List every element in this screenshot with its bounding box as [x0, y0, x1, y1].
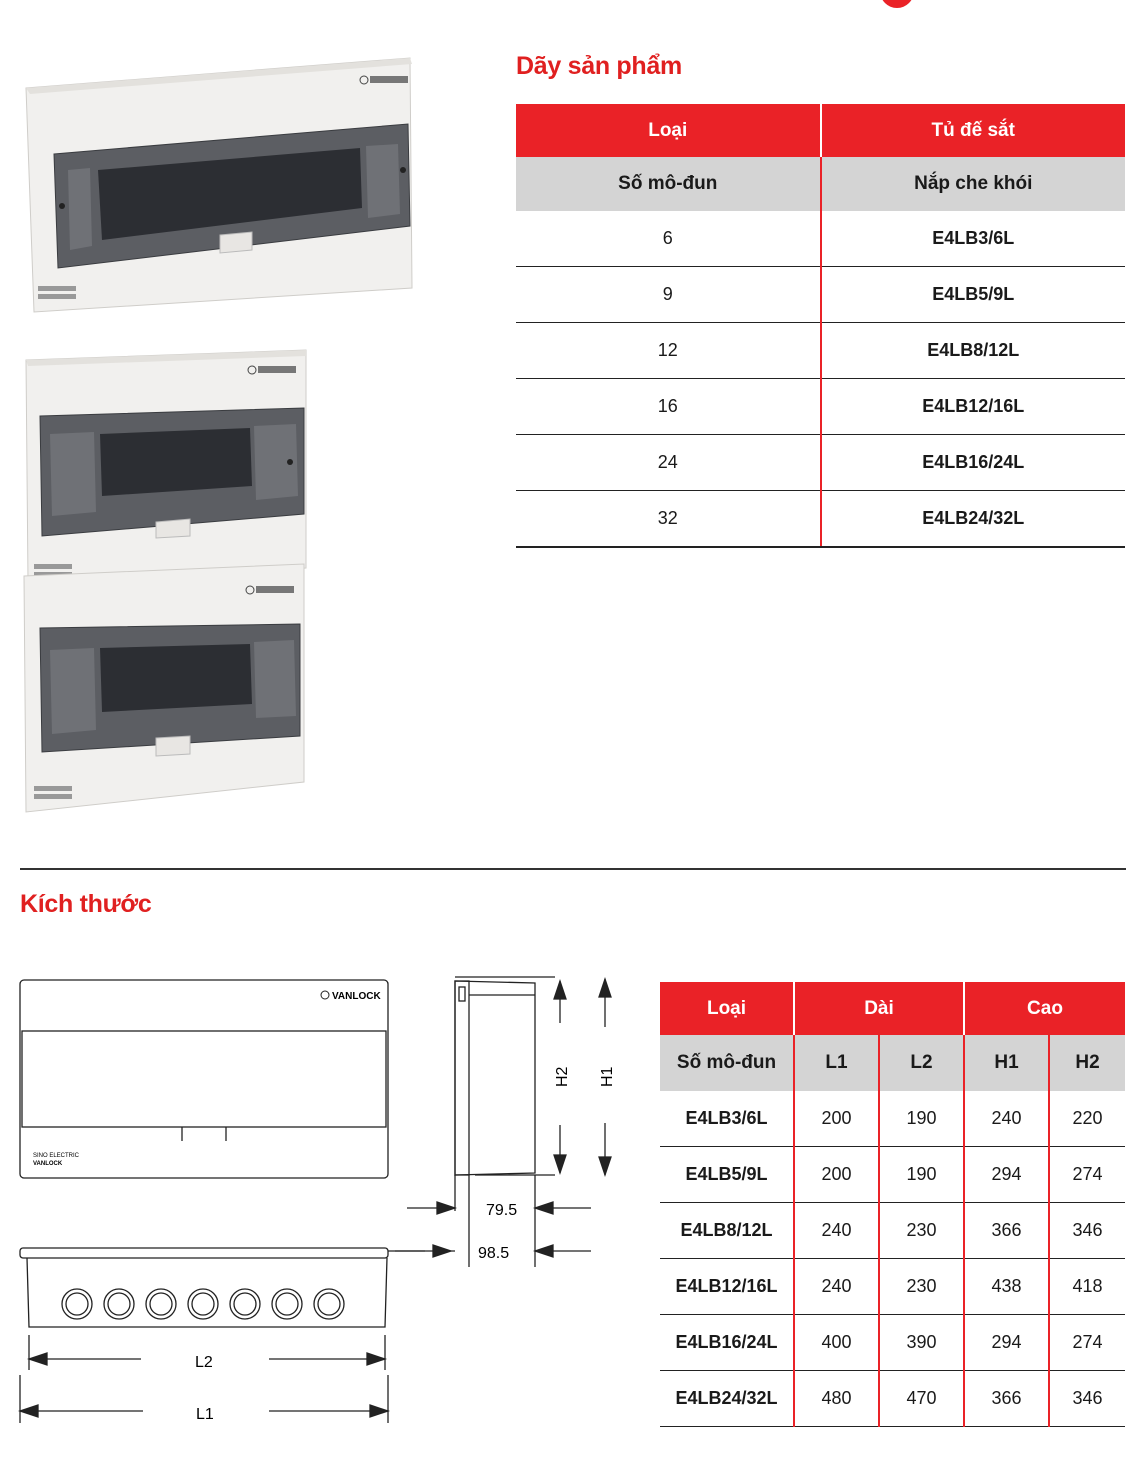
dimension-drawing — [15, 975, 635, 1435]
cell-h2: 220 — [1049, 1091, 1125, 1147]
cell-l1: 200 — [794, 1091, 879, 1147]
module-count: 9 — [516, 267, 821, 323]
table-header-row — [660, 982, 1125, 1035]
module-count: 16 — [516, 379, 821, 435]
product-code: E4LB16/24L — [660, 1315, 794, 1371]
cell-l1: 400 — [794, 1315, 879, 1371]
table-row — [516, 491, 1125, 548]
table-row — [516, 267, 1125, 323]
front-logo-small: VANLOCK — [33, 1161, 63, 1167]
top-logo-fragment — [880, 0, 914, 8]
module-count: 12 — [516, 323, 821, 379]
cell-h1: 366 — [964, 1203, 1049, 1259]
cell-h2: 346 — [1049, 1203, 1125, 1259]
product-code: E4LB8/12L — [821, 323, 1126, 379]
product-code: E4LB3/6L — [660, 1091, 794, 1147]
header-length: Dài — [794, 982, 964, 1035]
subheader-l1: L1 — [794, 1035, 879, 1091]
table-row — [660, 1315, 1125, 1371]
cell-h2: 274 — [1049, 1147, 1125, 1203]
subheader-h2: H2 — [1049, 1035, 1125, 1091]
module-count: 24 — [516, 435, 821, 491]
product-code: E4LB16/24L — [821, 435, 1126, 491]
cell-h2: 346 — [1049, 1371, 1125, 1427]
subheader-l2: L2 — [879, 1035, 964, 1091]
dimension-table — [660, 982, 1125, 1427]
header-type: Loại — [660, 982, 794, 1035]
subheader-modules: Số mô-đun — [516, 157, 821, 211]
cell-h1: 294 — [964, 1147, 1049, 1203]
product-code: E4LB5/9L — [660, 1147, 794, 1203]
cell-l1: 240 — [794, 1259, 879, 1315]
cell-l1: 200 — [794, 1147, 879, 1203]
cell-l1: 480 — [794, 1371, 879, 1427]
table-row — [660, 1203, 1125, 1259]
cell-l2: 230 — [879, 1203, 964, 1259]
cell-l1: 240 — [794, 1203, 879, 1259]
product-photo-double — [20, 346, 310, 816]
cell-h1: 240 — [964, 1091, 1049, 1147]
label-depth-98-5: 98.5 — [478, 1245, 510, 1262]
product-code: E4LB24/32L — [660, 1371, 794, 1427]
product-code: E4LB8/12L — [660, 1203, 794, 1259]
table-row — [660, 1091, 1125, 1147]
section-title-dimensions: Kích thước — [20, 890, 152, 918]
front-logo-text: VANLOCK — [332, 991, 381, 1002]
table-header-row — [516, 104, 1125, 157]
module-count: 6 — [516, 211, 821, 267]
header-base-type: Tủ đế sắt — [821, 104, 1126, 157]
header-type: Loại — [516, 104, 821, 157]
table-subheader-row — [516, 157, 1125, 211]
product-code: E4LB5/9L — [821, 267, 1126, 323]
cell-h2: 274 — [1049, 1315, 1125, 1371]
front-maker-text: SINO ELECTRIC — [33, 1153, 80, 1159]
product-code: E4LB12/16L — [821, 379, 1126, 435]
section-title-product-range: Dãy sản phẩm — [516, 52, 682, 80]
cell-h1: 294 — [964, 1315, 1049, 1371]
table-row — [660, 1147, 1125, 1203]
label-depth-79-5: 79.5 — [486, 1202, 518, 1219]
label-l1: L1 — [196, 1406, 214, 1423]
table-subheader-row — [660, 1035, 1125, 1091]
cell-l2: 390 — [879, 1315, 964, 1371]
header-height: Cao — [964, 982, 1125, 1035]
label-h1: H1 — [599, 1066, 616, 1087]
subheader-cover: Nắp che khói — [821, 157, 1126, 211]
cell-l2: 230 — [879, 1259, 964, 1315]
product-code: E4LB24/32L — [821, 491, 1126, 548]
cell-h2: 418 — [1049, 1259, 1125, 1315]
cell-l2: 470 — [879, 1371, 964, 1427]
cell-h1: 366 — [964, 1371, 1049, 1427]
subheader-h1: H1 — [964, 1035, 1049, 1091]
label-l2: L2 — [195, 1354, 213, 1371]
cell-l2: 190 — [879, 1091, 964, 1147]
label-h2: H2 — [554, 1066, 571, 1087]
module-count: 32 — [516, 491, 821, 548]
table-row — [516, 379, 1125, 435]
table-row — [516, 435, 1125, 491]
table-row — [516, 211, 1125, 267]
product-code: E4LB3/6L — [821, 211, 1126, 267]
table-row — [516, 323, 1125, 379]
table-row — [660, 1259, 1125, 1315]
product-photo-single — [20, 50, 420, 315]
section-divider — [20, 868, 1126, 870]
product-range-table — [516, 104, 1125, 548]
table-row — [660, 1371, 1125, 1427]
product-code: E4LB12/16L — [660, 1259, 794, 1315]
cell-l2: 190 — [879, 1147, 964, 1203]
subheader-modules: Số mô-đun — [660, 1035, 794, 1091]
cell-h1: 438 — [964, 1259, 1049, 1315]
